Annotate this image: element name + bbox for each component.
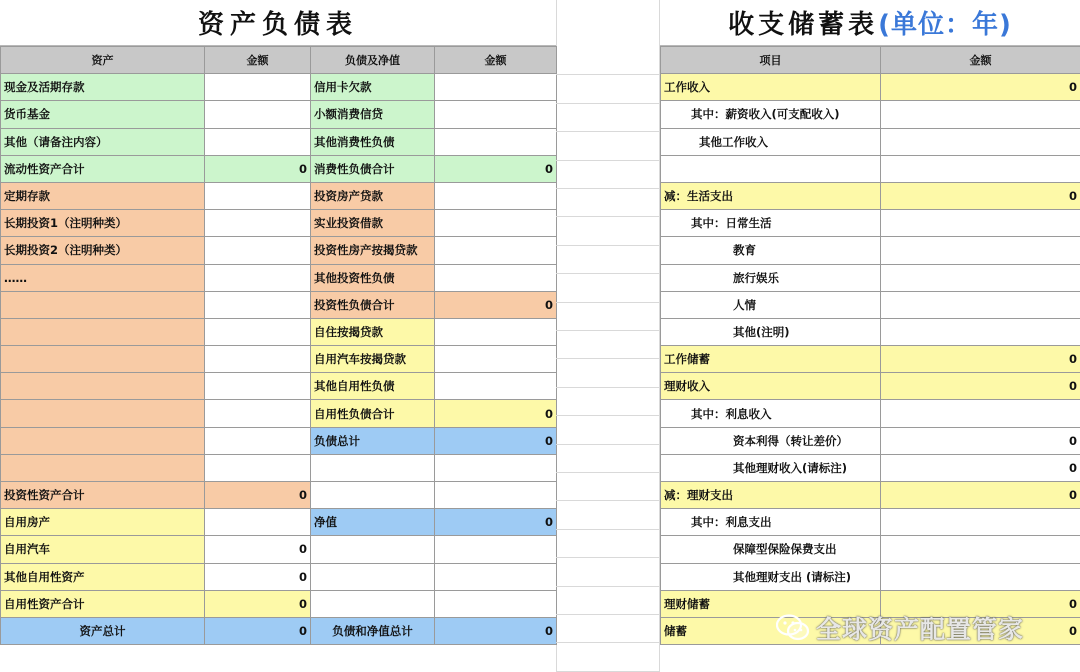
cash-flow-title: 收支储蓄表 (单位：年) — [660, 0, 1080, 46]
table-row — [661, 318, 1080, 345]
liability-amount-cell[interactable] — [435, 128, 557, 155]
table-row — [661, 74, 1080, 101]
spacer-gridline — [556, 103, 660, 104]
liability-amount-cell[interactable] — [435, 237, 557, 264]
item-label-cell[interactable]: 其他理财收入(请标注) — [661, 454, 881, 481]
item-amount-cell[interactable] — [881, 509, 1080, 536]
liability-amount-cell[interactable] — [435, 182, 557, 209]
liability-amount-cell[interactable] — [435, 74, 557, 101]
liability-label-cell[interactable]: 自用汽车按揭贷款 — [311, 346, 435, 373]
table-row — [661, 155, 1080, 182]
spacer-gridline — [556, 529, 660, 530]
asset-label-cell[interactable]: 自用性资产合计 — [1, 590, 205, 617]
spacer-column — [556, 0, 660, 672]
liability-label-cell[interactable]: 实业投资借款 — [311, 210, 435, 237]
asset-label-cell[interactable] — [1, 291, 205, 318]
asset-label-cell[interactable] — [1, 373, 205, 400]
spacer-gridline — [556, 387, 660, 388]
column-header[interactable]: 金额 — [881, 47, 1080, 74]
column-header[interactable]: 资产 — [1, 47, 205, 74]
item-label-cell[interactable]: 其中：利息收入 — [661, 400, 881, 427]
asset-label-cell[interactable]: 自用房产 — [1, 509, 205, 536]
spacer-gridline — [556, 500, 660, 501]
table-row — [661, 237, 1080, 264]
table-row — [1, 155, 557, 182]
item-label-cell[interactable]: 工作储蓄 — [661, 346, 881, 373]
asset-amount-cell[interactable] — [205, 210, 311, 237]
spacer-gridline — [556, 557, 660, 558]
table-row — [1, 74, 557, 101]
asset-amount-cell[interactable]: 0 — [205, 617, 311, 644]
asset-amount-cell[interactable] — [205, 509, 311, 536]
table-row — [661, 563, 1080, 590]
column-header[interactable]: 金额 — [435, 47, 557, 74]
table-row — [1, 536, 557, 563]
spacer-gridline — [556, 245, 660, 246]
balance-sheet-title: 资产负债表 — [0, 0, 556, 46]
table-row — [661, 590, 1080, 617]
spacer-gridline — [556, 472, 660, 473]
item-label-cell[interactable]: 其他(注明) — [661, 318, 881, 345]
item-amount-cell[interactable] — [881, 101, 1080, 128]
table-row — [661, 373, 1080, 400]
item-amount-cell[interactable]: 0 — [881, 182, 1080, 209]
table-row — [1, 128, 557, 155]
asset-label-cell[interactable] — [1, 400, 205, 427]
asset-label-cell[interactable]: 投资性资产合计 — [1, 482, 205, 509]
spacer-gridline — [556, 415, 660, 416]
liability-amount-cell[interactable] — [435, 536, 557, 563]
table-row — [661, 482, 1080, 509]
table-row — [1, 291, 557, 318]
cash-flow-table — [660, 46, 1080, 645]
asset-amount-cell[interactable] — [205, 346, 311, 373]
liability-label-cell[interactable]: 其他自用性负债 — [311, 373, 435, 400]
item-label-cell[interactable]: 理财储蓄 — [661, 590, 881, 617]
table-row — [1, 454, 557, 481]
item-amount-cell[interactable]: 0 — [881, 482, 1080, 509]
liability-label-cell[interactable]: 其他投资性负债 — [311, 264, 435, 291]
liability-label-cell[interactable] — [311, 563, 435, 590]
item-amount-cell[interactable]: 0 — [881, 74, 1080, 101]
liability-amount-cell[interactable]: 0 — [435, 509, 557, 536]
liability-label-cell[interactable] — [311, 482, 435, 509]
table-row — [1, 182, 557, 209]
item-amount-cell[interactable] — [881, 318, 1080, 345]
asset-amount-cell[interactable] — [205, 373, 311, 400]
table-row — [661, 400, 1080, 427]
item-label-cell[interactable]: 教育 — [661, 237, 881, 264]
item-label-cell[interactable]: 保障型保险保费支出 — [661, 536, 881, 563]
table-row — [1, 482, 557, 509]
item-amount-cell[interactable] — [881, 155, 1080, 182]
asset-label-cell[interactable]: 定期存款 — [1, 182, 205, 209]
header-row — [1, 47, 557, 74]
table-row — [1, 318, 557, 345]
table-row — [661, 264, 1080, 291]
asset-label-cell[interactable] — [1, 427, 205, 454]
column-header[interactable]: 项目 — [661, 47, 881, 74]
table-row — [661, 210, 1080, 237]
spacer-gridline — [556, 131, 660, 132]
asset-amount-cell[interactable]: 0 — [205, 482, 311, 509]
liability-label-cell[interactable]: 投资房产贷款 — [311, 182, 435, 209]
table-row — [1, 373, 557, 400]
asset-label-cell[interactable]: 现金及活期存款 — [1, 74, 205, 101]
item-label-cell[interactable]: 其中：日常生活 — [661, 210, 881, 237]
liability-amount-cell[interactable] — [435, 590, 557, 617]
liability-label-cell[interactable]: 负债总计 — [311, 427, 435, 454]
table-row — [1, 101, 557, 128]
item-amount-cell[interactable] — [881, 264, 1080, 291]
liability-label-cell[interactable] — [311, 536, 435, 563]
spacer-gridline — [556, 302, 660, 303]
table-row — [661, 427, 1080, 454]
liability-label-cell[interactable] — [311, 590, 435, 617]
spacer-gridline — [556, 74, 660, 75]
liability-amount-cell[interactable] — [435, 482, 557, 509]
asset-amount-cell[interactable] — [205, 291, 311, 318]
table-row — [661, 346, 1080, 373]
item-amount-cell[interactable]: 0 — [881, 454, 1080, 481]
item-amount-cell[interactable] — [881, 400, 1080, 427]
item-label-cell[interactable]: 理财收入 — [661, 373, 881, 400]
asset-label-cell[interactable]: 自用汽车 — [1, 536, 205, 563]
asset-amount-cell[interactable] — [205, 318, 311, 345]
table-row — [1, 509, 557, 536]
liability-label-cell[interactable]: 净值 — [311, 509, 435, 536]
liability-amount-cell[interactable] — [435, 101, 557, 128]
table-row — [661, 454, 1080, 481]
asset-amount-cell[interactable] — [205, 182, 311, 209]
table-row — [661, 617, 1080, 644]
header-row — [661, 47, 1080, 74]
table-row — [661, 101, 1080, 128]
liability-amount-cell[interactable] — [435, 563, 557, 590]
item-amount-cell[interactable]: 0 — [881, 346, 1080, 373]
liability-label-cell[interactable]: 信用卡欠款 — [311, 74, 435, 101]
column-header[interactable]: 金额 — [205, 47, 311, 74]
asset-amount-cell[interactable] — [205, 101, 311, 128]
item-amount-cell[interactable]: 0 — [881, 427, 1080, 454]
item-label-cell[interactable]: 旅行娱乐 — [661, 264, 881, 291]
table-row — [1, 563, 557, 590]
asset-label-cell[interactable]: 货币基金 — [1, 101, 205, 128]
balance-sheet-table — [0, 46, 557, 645]
item-label-cell[interactable]: 减：理财支出 — [661, 482, 881, 509]
asset-label-cell[interactable]: 长期投资2（注明种类） — [1, 237, 205, 264]
spacer-gridline — [556, 273, 660, 274]
table-row — [661, 182, 1080, 209]
item-label-cell[interactable]: 工作收入 — [661, 74, 881, 101]
item-amount-cell[interactable] — [881, 563, 1080, 590]
unit-label: (单位：年) — [878, 10, 1012, 40]
item-label-cell[interactable]: 其他理财支出 (请标注) — [661, 563, 881, 590]
liability-amount-cell[interactable]: 0 — [435, 400, 557, 427]
item-amount-cell[interactable]: 0 — [881, 373, 1080, 400]
liability-label-cell[interactable]: 其他消费性负债 — [311, 128, 435, 155]
liability-label-cell[interactable]: 消费性负债合计 — [311, 155, 435, 182]
column-header[interactable]: 负债及净值 — [311, 47, 435, 74]
asset-label-cell[interactable] — [1, 346, 205, 373]
asset-amount-cell[interactable]: 0 — [205, 563, 311, 590]
spacer-gridline — [556, 160, 660, 161]
asset-label-cell[interactable]: 其他（请备注内容） — [1, 128, 205, 155]
asset-amount-cell[interactable]: 0 — [205, 536, 311, 563]
table-row — [661, 509, 1080, 536]
asset-label-cell[interactable] — [1, 318, 205, 345]
item-label-cell[interactable]: 减：生活支出 — [661, 182, 881, 209]
asset-amount-cell[interactable] — [205, 454, 311, 481]
liability-amount-cell[interactable] — [435, 264, 557, 291]
liability-amount-cell[interactable]: 0 — [435, 155, 557, 182]
item-label-cell[interactable] — [661, 155, 881, 182]
table-row — [661, 128, 1080, 155]
watermark-text: 全球资产配置管家 — [816, 615, 1025, 644]
liability-amount-cell[interactable] — [435, 318, 557, 345]
item-amount-cell[interactable] — [881, 128, 1080, 155]
spacer-gridline — [556, 642, 660, 643]
liability-label-cell[interactable]: 自住按揭贷款 — [311, 318, 435, 345]
spacer-gridline — [556, 216, 660, 217]
item-amount-cell[interactable] — [881, 210, 1080, 237]
liability-label-cell[interactable]: 负债和净值总计 — [311, 617, 435, 644]
asset-amount-cell[interactable]: 0 — [205, 590, 311, 617]
asset-amount-cell[interactable] — [205, 427, 311, 454]
table-row — [1, 400, 557, 427]
liability-amount-cell[interactable]: 0 — [435, 427, 557, 454]
item-label-cell[interactable]: 其中：薪资收入(可支配收入) — [661, 101, 881, 128]
asset-amount-cell[interactable] — [205, 128, 311, 155]
spacer-gridline — [556, 358, 660, 359]
table-row — [1, 427, 557, 454]
table-row — [1, 617, 557, 644]
asset-amount-cell[interactable] — [205, 264, 311, 291]
item-label-cell[interactable]: 资本利得（转让差价） — [661, 427, 881, 454]
spacer-gridline — [556, 614, 660, 615]
table-row — [661, 536, 1080, 563]
item-label-cell[interactable]: 人情 — [661, 291, 881, 318]
item-label-cell[interactable]: 其他工作收入 — [661, 128, 881, 155]
item-amount-cell[interactable] — [881, 237, 1080, 264]
table-row — [1, 210, 557, 237]
liability-amount-cell[interactable] — [435, 373, 557, 400]
table-row — [1, 264, 557, 291]
spacer-gridline — [556, 586, 660, 587]
item-amount-cell[interactable]: 0 — [881, 590, 1080, 617]
asset-amount-cell[interactable] — [205, 400, 311, 427]
asset-label-cell[interactable]: 其他自用性资产 — [1, 563, 205, 590]
liability-label-cell[interactable]: 自用性负债合计 — [311, 400, 435, 427]
item-label-cell[interactable]: 储蓄 — [661, 617, 881, 644]
asset-label-cell[interactable]: …… — [1, 264, 205, 291]
asset-label-cell[interactable]: 长期投资1（注明种类） — [1, 210, 205, 237]
liability-label-cell[interactable]: 投资性房产按揭贷款 — [311, 237, 435, 264]
liability-amount-cell[interactable]: 0 — [435, 617, 557, 644]
item-amount-cell[interactable] — [881, 291, 1080, 318]
asset-amount-cell[interactable] — [205, 237, 311, 264]
spacer-gridline — [556, 330, 660, 331]
asset-label-cell[interactable]: 资产总计 — [1, 617, 205, 644]
asset-amount-cell[interactable]: 0 — [205, 155, 311, 182]
liability-label-cell[interactable]: 小额消费信贷 — [311, 101, 435, 128]
table-row — [1, 237, 557, 264]
liability-amount-cell[interactable] — [435, 346, 557, 373]
item-label-cell[interactable]: 其中：利息支出 — [661, 509, 881, 536]
liability-label-cell[interactable] — [311, 454, 435, 481]
liability-amount-cell[interactable]: 0 — [435, 291, 557, 318]
spacer-gridline — [556, 444, 660, 445]
liability-label-cell[interactable]: 投资性负债合计 — [311, 291, 435, 318]
item-amount-cell[interactable] — [881, 536, 1080, 563]
liability-amount-cell[interactable] — [435, 454, 557, 481]
item-amount-cell[interactable]: 0 — [881, 617, 1080, 644]
asset-amount-cell[interactable] — [205, 74, 311, 101]
asset-label-cell[interactable]: 流动性资产合计 — [1, 155, 205, 182]
spacer-gridline — [556, 188, 660, 189]
asset-label-cell[interactable] — [1, 454, 205, 481]
table-row — [1, 346, 557, 373]
table-row — [1, 590, 557, 617]
table-row — [661, 291, 1080, 318]
liability-amount-cell[interactable] — [435, 210, 557, 237]
